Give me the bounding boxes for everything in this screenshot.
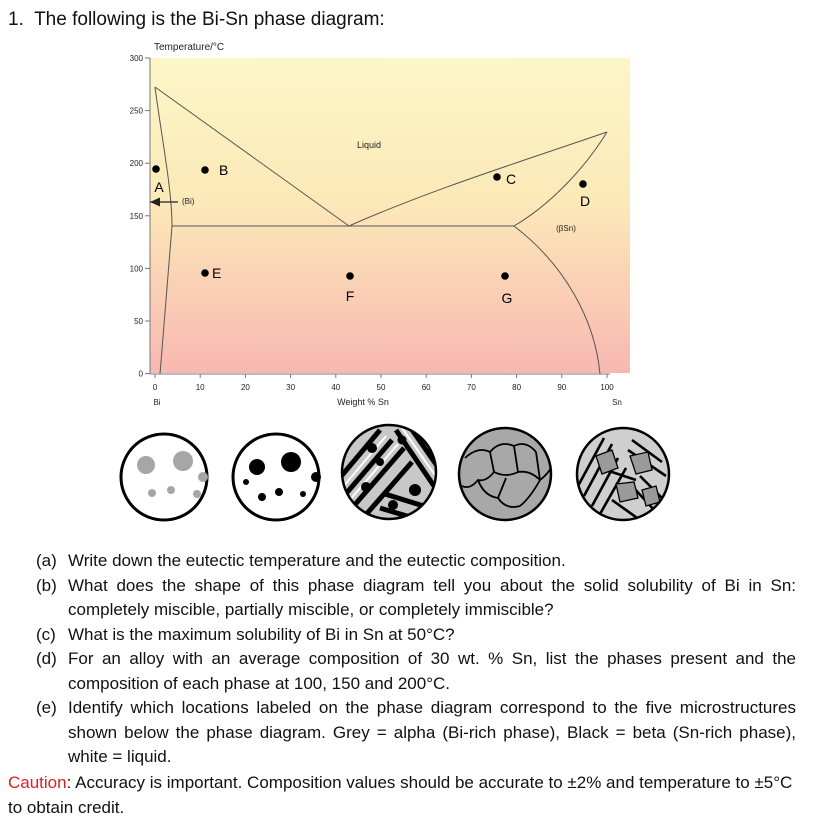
svg-text:B: B	[219, 162, 229, 178]
caution-text: : Accuracy is important. Composition values should be accurate to ±2% and temperature to ±5°C to obtain credit.	[8, 773, 793, 817]
region-label-beta-sn: (βSn)	[556, 224, 576, 233]
question-b: (b) What does the shape of this phase diagram tell you about the solid solubility of Bi in Sn: completely miscible, partially miscible, or completely immiscible?	[36, 575, 796, 619]
region-label-bi: (Bi)	[182, 197, 195, 206]
y-tick-label: 50	[134, 317, 143, 326]
x-axis-right-element: Sn	[612, 398, 622, 407]
svg-text:F: F	[345, 288, 355, 304]
question-number: 1.	[8, 9, 24, 30]
question-d: (d) For an alloy with an average composition of 30 wt. % Sn, list the phases present and the composition of each phase at 100, 150 and 200°C.	[36, 649, 796, 693]
microstructure-3-lamellar-icon	[338, 424, 444, 520]
svg-text:D: D	[579, 193, 591, 209]
svg-text:E: E	[212, 265, 222, 281]
svg-text:G: G	[501, 290, 513, 306]
x-tick-label: 10	[195, 383, 205, 392]
y-tick-label: 100	[129, 264, 143, 274]
question-list	[36, 549, 796, 770]
question-title-text: The following is the Bi-Sn phase diagram:	[34, 9, 385, 30]
x-tick-label: 100	[600, 383, 614, 392]
microstructure-2-black-particles-icon	[233, 434, 321, 520]
x-axis-ticks	[153, 374, 614, 392]
y-tick-label: 150	[129, 211, 143, 221]
caution-note	[8, 771, 798, 820]
x-tick-label: 90	[557, 383, 567, 392]
y-tick-label: 0	[138, 369, 143, 379]
region-label-liquid: Liquid	[356, 140, 382, 150]
y-axis-ticks	[130, 54, 150, 379]
x-tick-label: 50	[376, 383, 386, 392]
x-tick-label: 0	[152, 383, 158, 392]
plot-area	[150, 58, 630, 373]
question-a: (a) Write down the eutectic temperature and the eutectic composition.	[36, 551, 566, 570]
caution-label: Caution	[8, 773, 67, 792]
microstructure-4-grain-boundaries-icon	[459, 428, 552, 520]
x-tick-label: 70	[466, 383, 476, 392]
x-axis-left-element: Bi	[153, 398, 161, 407]
point-f	[346, 272, 355, 304]
microstructure-1-grey-particles-icon	[121, 434, 208, 520]
y-tick-label: 250	[129, 106, 143, 116]
x-tick-label: 40	[331, 383, 341, 392]
x-tick-label: 80	[512, 383, 522, 392]
x-tick-label: 60	[421, 383, 431, 392]
x-tick-label: 20	[240, 383, 250, 392]
question-c: (c) What is the maximum solubility of Bi in Sn at 50°C?	[36, 624, 455, 644]
svg-text:C: C	[506, 171, 517, 187]
question-e: (e) Identify which locations labeled on the phase diagram correspond to the five microstructures shown below the phase diagram. Grey = alpha (Bi-rich phase), Black = beta (Sn-rich phase), white = liquid.	[36, 698, 796, 766]
microstructure-5-lamellar-grains-icon	[577, 428, 669, 520]
y-tick-label: 200	[129, 159, 143, 169]
svg-text:A: A	[154, 179, 164, 195]
y-tick-label: 300	[129, 54, 143, 63]
x-axis-title: Weight % Sn	[337, 397, 389, 407]
x-tick-label: 30	[286, 383, 296, 392]
y-axis-title: Temperature/°C	[154, 42, 225, 53]
